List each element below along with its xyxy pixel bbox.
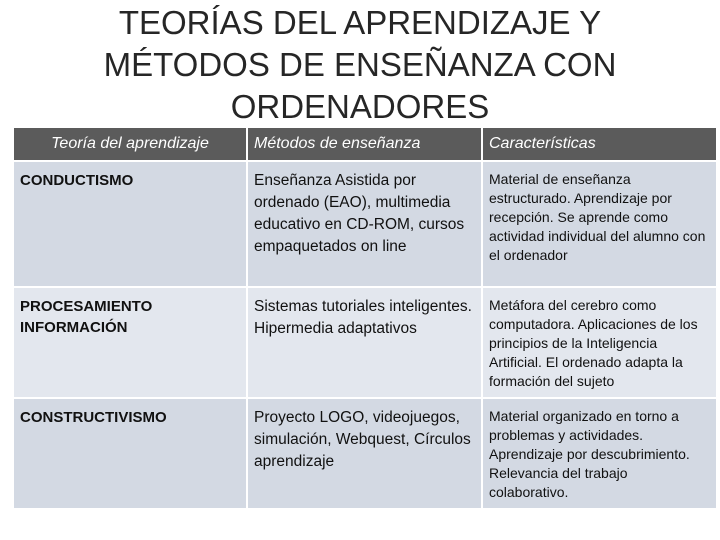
theory-cell: CONDUCTISMO — [14, 162, 246, 286]
features-cell: Metáfora del cerebro como computadora. Aplicaciones de los principios de la Inteligencia Artificial. El ordenado adapta la formación del sujeto — [483, 288, 716, 397]
table-header-row — [14, 128, 716, 160]
features-cell: Material de enseñanza estructurado. Aprendizaje por recepción. Se aprende como actividad individual del alumno con el ordenador — [483, 162, 716, 286]
header-methods: Métodos de enseñanza — [248, 128, 481, 160]
table-row — [14, 399, 716, 508]
theory-cell: CONSTRUCTIVISMO — [14, 399, 246, 508]
header-theory: Teoría del aprendizaje — [14, 128, 246, 160]
slide-title-line-2: MÉTODOS DE ENSEÑANZA CON — [103, 46, 617, 83]
header-features: Características — [483, 128, 716, 160]
methods-cell: Sistemas tutoriales inteligentes. Hipermedia adaptativos — [248, 288, 481, 397]
table-row — [14, 162, 716, 286]
slide-title-line-3: ORDENADORES — [230, 88, 490, 125]
methods-cell: Enseñanza Asistida por ordenado (EAO), multimedia educativo en CD-ROM, cursos empaquetados on line — [248, 162, 481, 286]
methods-cell: Proyecto LOGO, videojuegos, simulación, Webquest, Círculos aprendizaje — [248, 399, 481, 508]
slide-title-line-1: TEORÍAS DEL APRENDIZAJE Y — [118, 4, 602, 41]
slide-title — [0, 2, 720, 128]
theory-cell: PROCESAMIENTO INFORMACIÓN — [14, 288, 246, 397]
table-row — [14, 288, 716, 397]
features-cell: Material organizado en torno a problemas y actividades. Aprendizaje por descubrimiento. Relevancia del trabajo colaborativo. — [483, 399, 716, 508]
learning-theories-table — [12, 126, 718, 510]
